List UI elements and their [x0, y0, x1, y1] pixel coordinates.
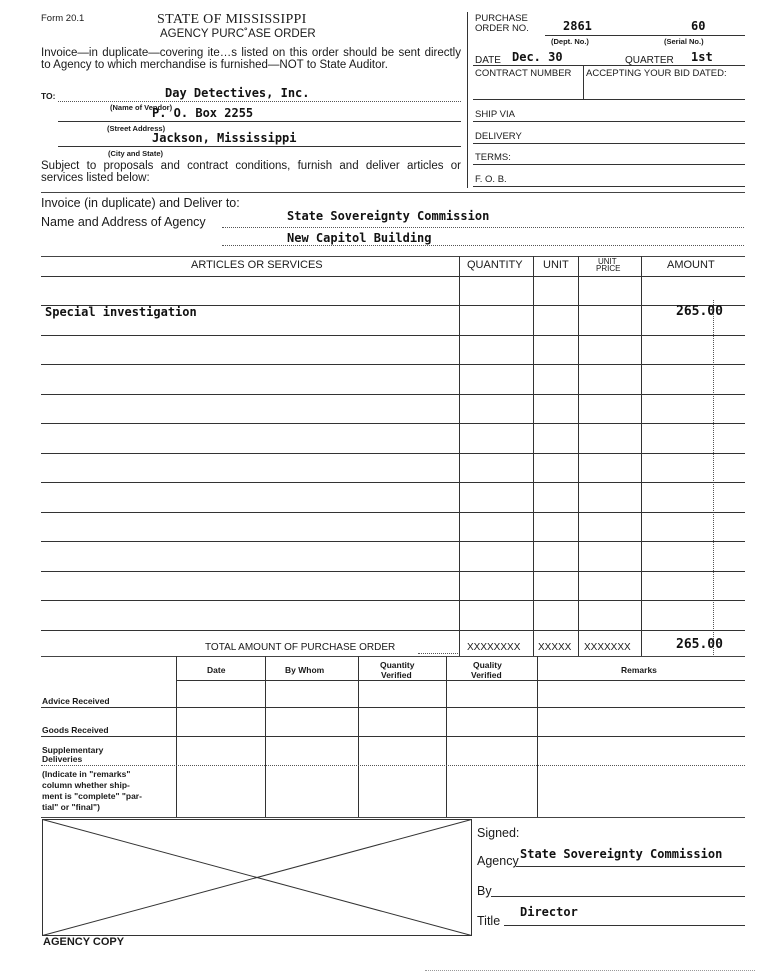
name-of-vendor-label: (Name of Vendor): [110, 103, 173, 112]
item-row-line: [41, 453, 745, 454]
form-number: Form 20.1: [41, 13, 85, 24]
item-row-line: [41, 571, 745, 572]
remarks-note-3: ment is "complete" "par-: [42, 791, 142, 801]
ship-via-label: SHIP VIA: [475, 109, 515, 120]
agency-address-line: [222, 245, 744, 246]
item-description: Special investigation: [45, 305, 197, 319]
item-row-line: [41, 541, 745, 542]
form-title: STATE OF MISSISSIPPI: [157, 12, 307, 27]
recv-quality-header-1: Quality: [473, 660, 502, 670]
total-leader-dots: [418, 653, 458, 654]
recv-qty-header-1: Quantity: [380, 660, 415, 670]
crossed-out-box: [42, 819, 472, 936]
vendor-street: P. O. Box 2255: [152, 106, 254, 120]
header-bottom-rule: [41, 192, 745, 193]
quarter-label: QUARTER: [625, 55, 674, 66]
items-header-bottom: [41, 276, 745, 277]
recv-remarks-header: Remarks: [621, 665, 657, 675]
col-amount-header: AMOUNT: [667, 259, 715, 271]
items-table-bottom: [41, 656, 745, 657]
contract-line: [473, 99, 745, 100]
col-divider-amount: [641, 256, 642, 656]
po-label-2: ORDER NO.: [475, 23, 529, 34]
form-subtitle: AGENCY PURC˚ASE ORDER: [160, 28, 316, 40]
contract-divider: [583, 65, 584, 99]
page-bottom-perforation: [425, 970, 755, 971]
supplementary-label-2: Deliveries: [42, 754, 83, 764]
col-divider-quantity: [459, 256, 460, 656]
title-line: [504, 925, 745, 926]
contract-number-label: CONTRACT NUMBER: [475, 68, 572, 79]
terms-line: [473, 164, 745, 165]
total-amount: 265.00: [676, 637, 723, 652]
advice-received-label: Advice Received: [42, 696, 110, 706]
po-label-1: PURCHASE: [475, 13, 528, 24]
recv-table-bottom: [41, 817, 745, 818]
col-unit-header: UNIT: [543, 259, 569, 271]
recv-by-whom-header: By Whom: [285, 665, 325, 675]
dept-no-label: (Dept. No.): [551, 37, 589, 46]
col-quantity-header: QUANTITY: [467, 259, 523, 271]
agency-name-line: [222, 227, 744, 228]
item-row-line: [41, 335, 745, 336]
agency-name: State Sovereignty Commission: [287, 209, 490, 223]
invoice-deliver-label: Invoice (in duplicate) and Deliver to:: [41, 196, 240, 210]
col-unit-price-header-2: PRICE: [596, 264, 621, 273]
remarks-note-4: tial" or "final"): [42, 802, 100, 812]
item-row-line: [41, 512, 745, 513]
col-divider-unit-price: [578, 256, 579, 656]
col-unit-price-header-1: UNIT: [598, 257, 617, 266]
subject-text: Subject to proposals and contract conditions, furnish and deliver articles or services listed below:: [41, 160, 461, 184]
col-divider-cents: [713, 300, 714, 657]
title-label: Title: [477, 914, 501, 928]
recv-row-line: [41, 765, 745, 766]
delivery-line: [473, 143, 745, 144]
delivery-label: DELIVERY: [475, 131, 522, 142]
agency-sig-value: State Sovereignty Commission: [520, 847, 723, 861]
accepting-bid-label: ACCEPTING YOUR BID DATED:: [586, 68, 727, 79]
item-row-line: [41, 423, 745, 424]
agency-copy-label: AGENCY COPY: [43, 936, 125, 948]
supplementary-label-1: Supplementary: [42, 745, 104, 755]
agency-sig-label: Agency: [477, 854, 519, 868]
ship-via-line: [473, 121, 745, 122]
name-address-agency-label: Name and Address of Agency: [41, 215, 206, 229]
date-value: Dec. 30: [512, 50, 563, 64]
fob-label: F. O. B.: [475, 174, 507, 185]
item-row-line: [41, 482, 745, 483]
title-value: Director: [520, 905, 578, 919]
vendor-name-line: [58, 101, 461, 102]
terms-label: TERMS:: [475, 152, 511, 163]
dept-number: 2861: [563, 19, 592, 33]
header-divider: [467, 12, 468, 188]
date-line: [473, 65, 745, 66]
recv-quality-header-2: Verified: [471, 670, 502, 680]
item-row-line: [41, 394, 745, 395]
item-row-line: [41, 364, 745, 365]
items-table-top: [41, 256, 745, 257]
serial-no-label: (Serial No.): [664, 37, 704, 46]
item-amount: 265.00: [676, 304, 723, 319]
col-articles-header: ARTICLES OR SERVICES: [191, 259, 323, 271]
recv-header-bottom: [176, 680, 745, 681]
item-row-line: [41, 630, 745, 631]
recv-date-header: Date: [207, 665, 226, 675]
po-number-line: [545, 35, 745, 36]
agency-sig-line: [516, 866, 745, 867]
remarks-note-2: column whether ship-: [42, 780, 130, 790]
serial-number: 60: [691, 19, 706, 33]
invoice-instructions: Invoice—in duplicate—covering ite…s listed on this order should be sent directly to Agency to which merchandise is furnished—NOT to State Auditor.: [41, 47, 461, 71]
total-quantity: XXXXXXXX: [467, 642, 521, 653]
signed-label: Signed:: [477, 826, 520, 840]
quarter-value: 1st: [691, 50, 713, 64]
vendor-city: Jackson, Mississippi: [152, 131, 297, 145]
street-address-label: (Street Address): [107, 124, 166, 133]
recv-qty-header-2: Verified: [381, 670, 412, 680]
city-state-label: (City and State): [108, 149, 164, 158]
vendor-street-line: [58, 121, 461, 122]
vendor-name: Day Detectives, Inc.: [165, 86, 310, 100]
total-label: TOTAL AMOUNT OF PURCHASE ORDER: [205, 642, 396, 653]
total-unit: XXXXX: [538, 642, 572, 653]
fob-line: [473, 186, 745, 187]
agency-address: New Capitol Building: [287, 231, 432, 245]
by-label: By: [477, 884, 492, 898]
col-divider-unit: [533, 256, 534, 656]
remarks-note-1: (Indicate in "remarks": [42, 769, 131, 779]
date-label: DATE: [475, 55, 501, 66]
to-label: TO:: [41, 91, 56, 101]
item-row-line: [41, 600, 745, 601]
vendor-city-line: [58, 146, 461, 147]
goods-received-label: Goods Received: [42, 725, 109, 735]
recv-row-line: [41, 736, 745, 737]
recv-row-line: [41, 707, 745, 708]
total-unit-price: XXXXXXX: [584, 642, 631, 653]
by-line: [491, 896, 745, 897]
